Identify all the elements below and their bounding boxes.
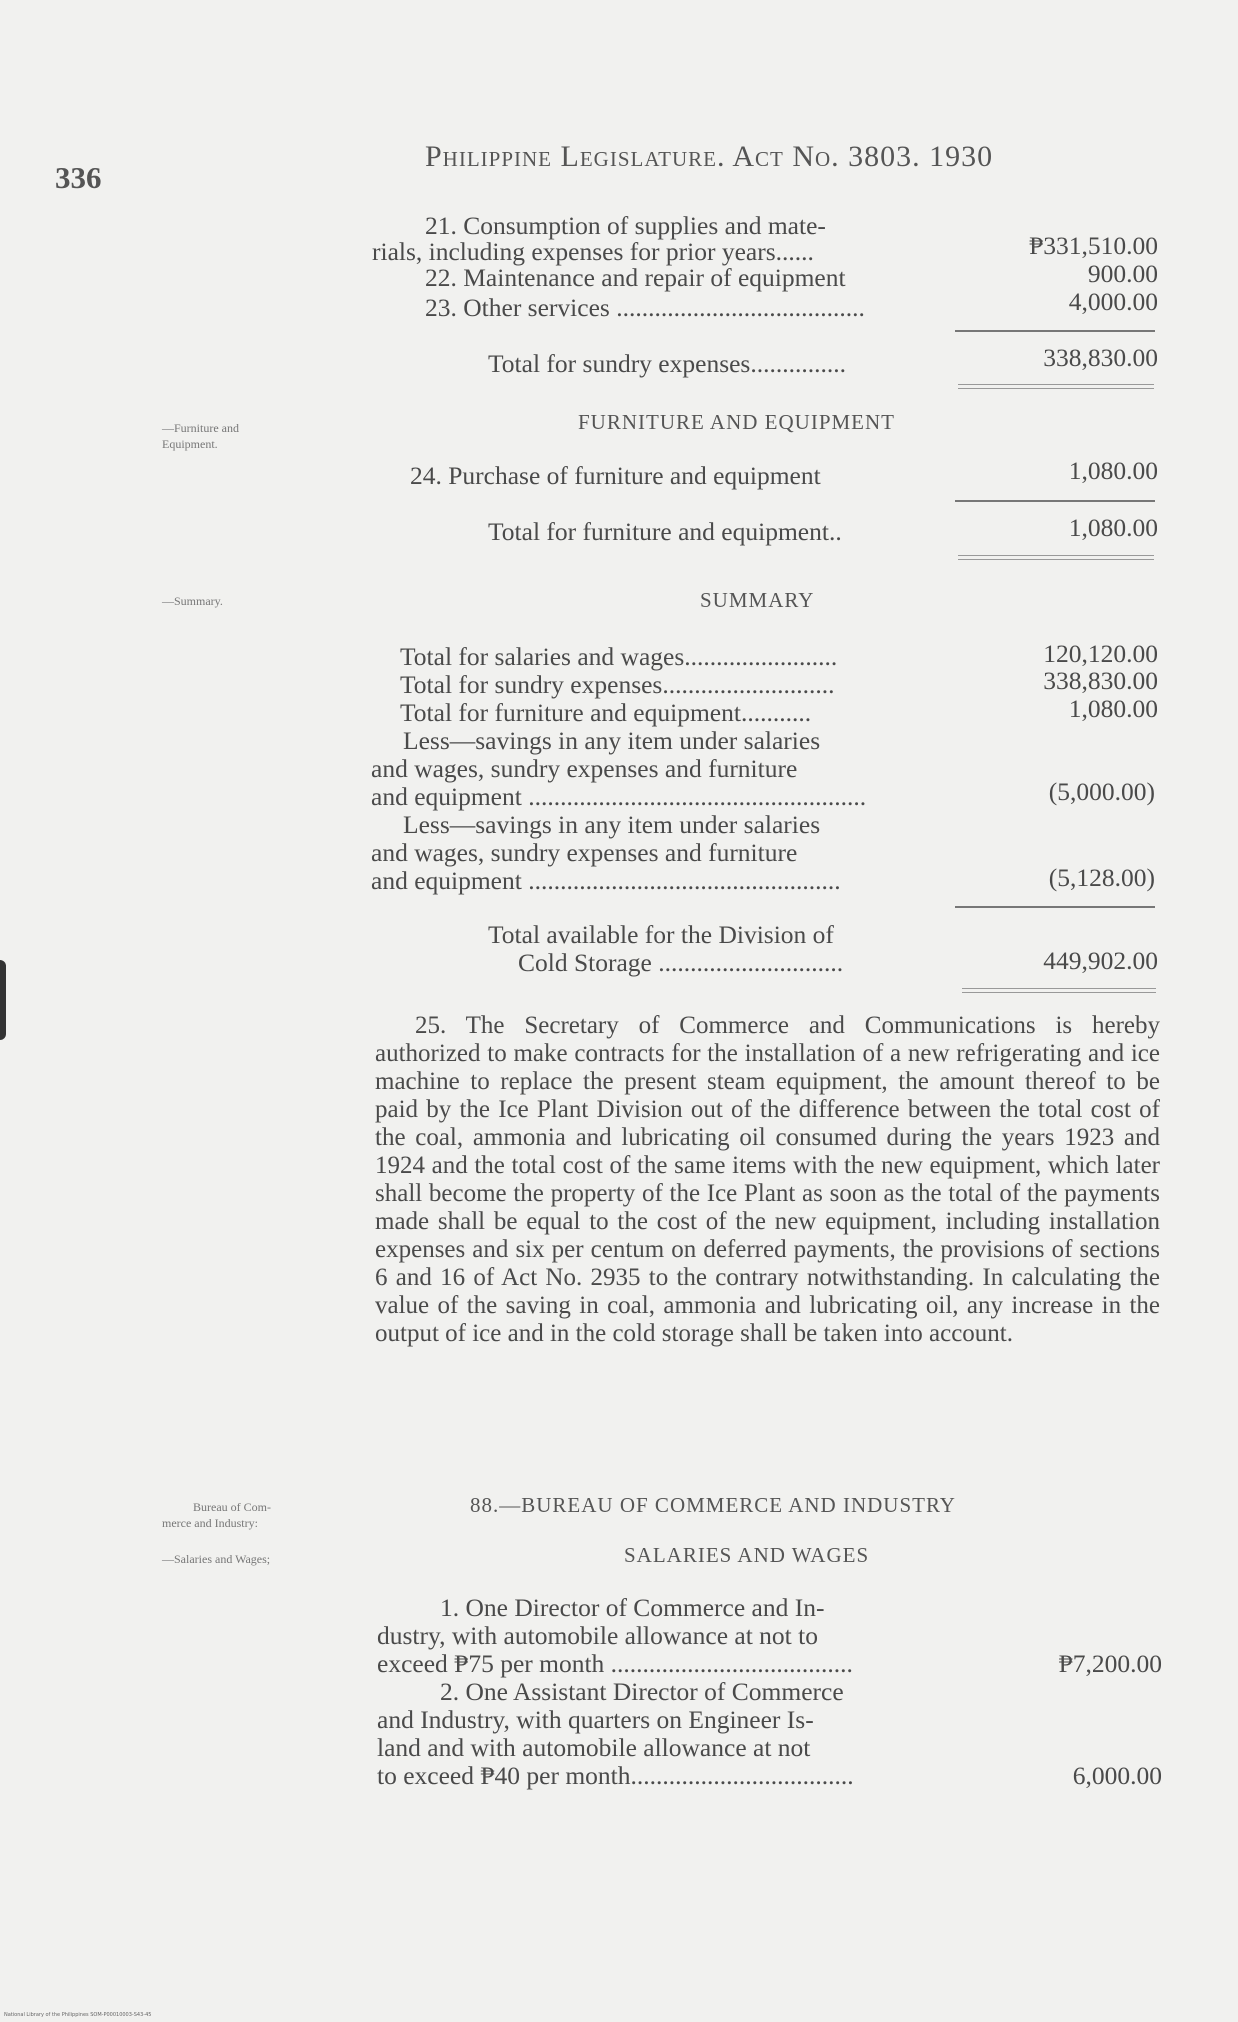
page-number: 336: [55, 160, 102, 195]
item-21-line-1: 21. Consumption of supplies and mate-: [425, 211, 826, 240]
item-23-amount: 4,000.00: [1068, 287, 1158, 316]
bureau-item-2-line-1: 2. One Assistant Director of Commerce: [440, 1677, 844, 1706]
sundry-double-rule: [958, 384, 1154, 389]
summary-less1-amount: (5,000.00): [1048, 777, 1155, 806]
margin-note-bureau-2: merce and Industry:: [162, 1516, 258, 1530]
running-head: Philippine Legislature. Act No. 3803. 1930: [425, 140, 994, 173]
bureau-item-1-line-1: 1. One Director of Commerce and In-: [440, 1593, 825, 1622]
summary-less2-amount: (5,128.00): [1048, 863, 1155, 892]
margin-note-bureau-1: Bureau of Com-: [193, 1500, 271, 1514]
furniture-heading: FURNITURE AND EQUIPMENT: [578, 410, 895, 434]
summary-sundry: Total for sundry expenses...........................: [400, 670, 835, 699]
margin-note-bureau-3: —Salaries and Wages;: [162, 1552, 271, 1566]
summary-furniture-amount: 1,080.00: [1068, 694, 1158, 723]
margin-note-furniture-1: —Furniture and: [162, 421, 239, 435]
summary-sundry-amount: 338,830.00: [1043, 666, 1158, 695]
sundry-rule: [955, 330, 1155, 332]
margin-note-furniture-2: Equipment.: [162, 437, 218, 451]
summary-furniture: Total for furniture and equipment...........: [400, 698, 812, 727]
summary-less1-line-1: Less—savings in any item under salaries: [403, 726, 821, 755]
item-23: 23. Other services .......................................: [425, 293, 865, 322]
scan-footer: National Library of the Philippines SOM-P00010003-S43-45: [4, 2012, 152, 2018]
bureau-item-2-line-4: to exceed ₱40 per month...................................: [377, 1761, 854, 1790]
furniture-total-amount: 1,080.00: [1068, 513, 1158, 542]
bureau-item-2-amount: 6,000.00: [1072, 1761, 1162, 1790]
summary-double-rule: [962, 988, 1156, 993]
bureau-item-1-amount: ₱7,200.00: [1058, 1649, 1162, 1678]
summary-less1-line-2: and wages, sundry expenses and furniture: [371, 754, 798, 783]
bureau-item-1-line-2: dustry, with automobile allowance at not to: [377, 1621, 818, 1650]
furniture-total-label: Total for furniture and equipment..: [488, 517, 842, 546]
summary-less1-line-3: and equipment .....................................................: [371, 782, 867, 811]
bureau-item-2-line-2: and Industry, with quarters on Engineer Is-: [377, 1705, 814, 1734]
summary-available-line-2: Cold Storage .............................: [518, 948, 844, 977]
section-25-text: 25. The Secretary of Commerce and Communications is hereby authorized to make contracts for the installation of a new refrigerating and ice machine to replace the present steam equipment, the amount thereof to be paid by the Ice Plant Division out of the difference between the total cost of the coal, ammonia and lubricating oil consumed during the years 1923 and 1924 and the total cost of the same items with the new equipment, which later shall become the property of the Ice Plant as soon as the total of the payments made shall be equal to the cost of the new equipment, including installation expenses and six per centum on deferred payments, the provisions of sections 6 and 16 of Act No. 2935 to the contrary notwithstanding. In calculating the value of the saving in coal, ammonia and lubricating oil, any increase in the output of ice and in the cold storage shall be taken into account.: [375, 1012, 1160, 1347]
bureau-subheading: SALARIES AND WAGES: [624, 1543, 870, 1567]
binding-shadow: [0, 960, 6, 1040]
furniture-double-rule: [958, 555, 1154, 560]
bureau-item-1-line-3: exceed ₱75 per month ......................................: [377, 1649, 853, 1678]
summary-salaries: Total for salaries and wages........................: [400, 642, 838, 671]
sundry-total-amount: 338,830.00: [1043, 343, 1158, 372]
summary-less2-line-1: Less—savings in any item under salaries: [403, 810, 821, 839]
item-24-amount: 1,080.00: [1068, 456, 1158, 485]
item-22: 22. Maintenance and repair of equipment: [425, 263, 846, 292]
item-21-line-2: rials, including expenses for prior years......: [372, 237, 814, 266]
item-21-amount: ₱331,510.00: [1029, 231, 1158, 260]
section-25-paragraph: [375, 1012, 1160, 1348]
summary-less2-line-3: and equipment .................................................: [371, 866, 841, 895]
item-24: 24. Purchase of furniture and equipment: [410, 461, 821, 490]
summary-available-line-1: Total available for the Division of: [488, 920, 834, 949]
furniture-rule: [955, 500, 1155, 502]
summary-available-amount: 449,902.00: [1043, 946, 1158, 975]
summary-salaries-amount: 120,120.00: [1043, 639, 1158, 668]
item-22-amount: 900.00: [1087, 259, 1158, 288]
bureau-item-2-line-3: land and with automobile allowance at not: [377, 1733, 811, 1762]
summary-rule: [955, 906, 1155, 908]
summary-less2-line-2: and wages, sundry expenses and furniture: [371, 838, 798, 867]
margin-note-summary: —Summary.: [162, 594, 223, 608]
sundry-total-label: Total for sundry expenses...............: [488, 349, 846, 378]
bureau-heading: 88.—BUREAU OF COMMERCE AND INDUSTRY: [470, 1493, 956, 1517]
summary-heading: SUMMARY: [700, 588, 815, 612]
